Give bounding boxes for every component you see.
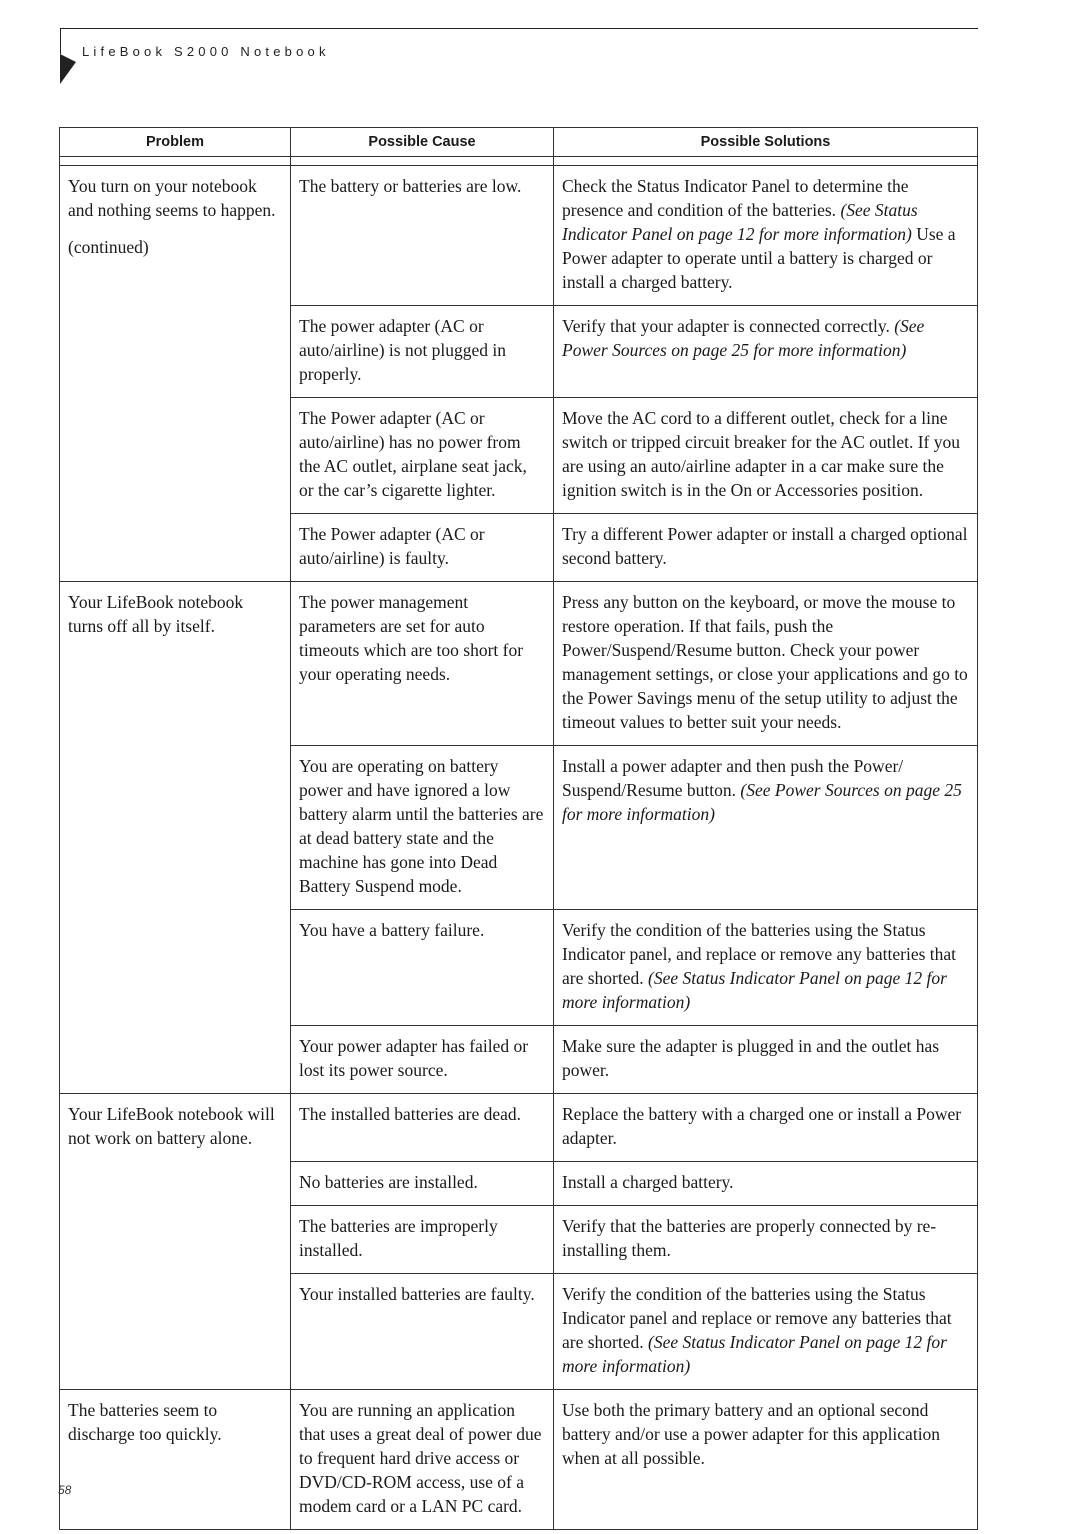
solution-text: Try a different Power adapter or install a charged optional second battery.: [562, 524, 968, 568]
column-header-cause: Possible Cause: [291, 128, 554, 157]
cause-cell: The power adapter (AC or auto/airline) is not plugged in properly.: [291, 306, 554, 398]
solution-text-continued: Use a Power adapter to operate until a battery is charged or install a charged battery.: [562, 224, 956, 292]
solution-cell: [554, 582, 978, 746]
table-row: [60, 166, 978, 306]
solution-cell: [554, 166, 978, 306]
cause-cell: The Power adapter (AC or auto/airline) has no power from the AC outlet, airplane seat jack, or the car’s cigarette lighter.: [291, 398, 554, 514]
table-header-row: [60, 128, 978, 157]
problem-cell: [60, 166, 291, 582]
cause-cell: Your installed batteries are faulty.: [291, 1274, 554, 1390]
solution-cell: [554, 306, 978, 398]
solution-text: Check the Status Indicator Panel to determine the presence and condition of the batteries.: [562, 176, 909, 220]
problem-cell: [60, 1094, 291, 1390]
solution-cell: [554, 1206, 978, 1274]
troubleshooting-table: [59, 127, 978, 1530]
problem-cell: [60, 1390, 291, 1530]
cause-cell: No batteries are installed.: [291, 1162, 554, 1206]
solution-text: Install a charged battery.: [562, 1172, 734, 1192]
solution-text: Verify the condition of the batteries using the Status Indicator panel, and replace or remove any batteries that are shorted.: [562, 920, 957, 988]
cause-cell: The Power adapter (AC or auto/airline) is faulty.: [291, 514, 554, 582]
solution-text: Verify that the batteries are properly connected by re-installing them.: [562, 1216, 937, 1260]
cause-cell: You are running an application that uses a great deal of power due to frequent hard drive access or DVD/CD-ROM access, use of a modem card or a LAN PC card.: [291, 1390, 554, 1530]
column-header-solutions: Possible Solutions: [554, 128, 978, 157]
solution-text: Move the AC cord to a different outlet, check for a line switch or tripped circuit breaker for the AC outlet. If you are using an auto/airline adapter in a car make sure the ignition switch is in the On or Accessories position.: [562, 408, 961, 500]
table-body: [60, 157, 978, 1530]
solution-text: Verify the condition of the batteries using the Status Indicator panel and replace or remove any batteries that are shorted.: [562, 1284, 952, 1352]
cause-cell: You are operating on battery power and have ignored a low battery alarm until the batteries are at dead battery state and the machine has gone into Dead Battery Suspend mode.: [291, 746, 554, 910]
header-spacer-row: [60, 157, 978, 166]
solution-cell: [554, 1094, 978, 1162]
cause-cell: The batteries are improperly installed.: [291, 1206, 554, 1274]
solution-cell: [554, 746, 978, 910]
cause-cell: The battery or batteries are low.: [291, 166, 554, 306]
solution-text: Use both the primary battery and an optional second battery and/or use a power adapter for this application when at all possible.: [562, 1400, 941, 1468]
cause-cell: Your power adapter has failed or lost its power source.: [291, 1026, 554, 1094]
table-row: [60, 1390, 978, 1530]
solution-cell: [554, 1274, 978, 1390]
table-row: [60, 1094, 978, 1162]
problem-text: You turn on your notebook and nothing seems to happen.: [68, 176, 276, 220]
running-header-title: LifeBook S2000 Notebook: [82, 44, 330, 59]
problem-text: Your LifeBook notebook turns off all by itself.: [68, 592, 244, 636]
cross-reference: (See Power Sources on page 25 for more information): [562, 780, 962, 824]
cause-cell: The power management parameters are set for auto timeouts which are too short for your operating needs.: [291, 582, 554, 746]
solution-text: Replace the battery with a charged one or install a Power adapter.: [562, 1104, 962, 1148]
cross-reference: (See Status Indicator Panel on page 12 for more information): [562, 1332, 947, 1376]
header-vertical-rule: [60, 28, 61, 54]
solution-cell: [554, 1390, 978, 1530]
cross-reference: (See Status Indicator Panel on page 12 for more information): [562, 968, 947, 1012]
solution-cell: [554, 514, 978, 582]
cause-cell: The installed batteries are dead.: [291, 1094, 554, 1162]
header-rule: [60, 28, 978, 29]
cross-reference: (See Power Sources on page 25 for more information): [562, 316, 925, 360]
solution-text: Press any button on the keyboard, or move the mouse to restore operation. If that fails, push the Power/Suspend/Resume button. Check your power management settings, or close your applications and go to the Power Savings menu of the setup utility to adjust the timeout values to better suit your needs.: [562, 592, 968, 732]
solution-cell: [554, 910, 978, 1026]
solution-cell: [554, 398, 978, 514]
header-marker-icon: [60, 54, 76, 84]
column-header-problem: Problem: [60, 128, 291, 157]
solution-cell: [554, 1162, 978, 1206]
cause-cell: You have a battery failure.: [291, 910, 554, 1026]
solution-text: Install a power adapter and then push the Power/ Suspend/Resume button.: [562, 756, 904, 800]
problem-cell: [60, 582, 291, 1094]
continued-label: (continued): [68, 237, 149, 257]
table-row: [60, 582, 978, 746]
solution-text: Make sure the adapter is plugged in and the outlet has power.: [562, 1036, 940, 1080]
cross-reference: (See Status Indicator Panel on page 12 for more information): [562, 200, 918, 244]
problem-text: Your LifeBook notebook will not work on battery alone.: [68, 1104, 275, 1148]
problem-text: The batteries seem to discharge too quickly.: [68, 1400, 222, 1444]
page-number: 58: [58, 1483, 72, 1497]
solution-text: Verify that your adapter is connected correctly.: [562, 316, 890, 336]
solution-cell: [554, 1026, 978, 1094]
